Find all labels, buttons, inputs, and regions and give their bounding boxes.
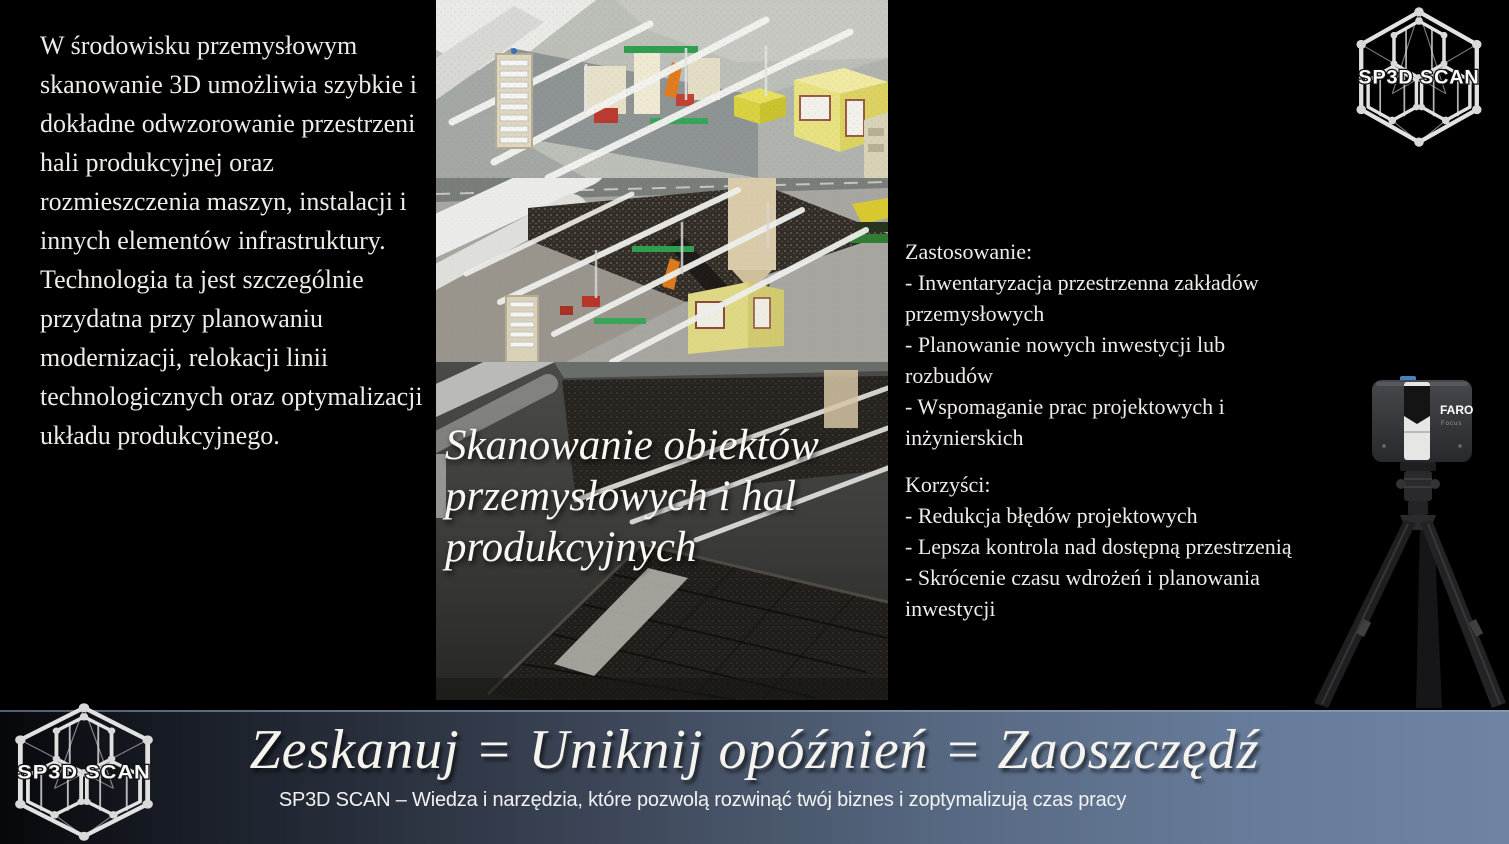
scanner-model-label: Focus (1441, 421, 1463, 427)
applications-item: - Inwentaryzacja przestrzenna zakładów przemysłowych (905, 270, 1259, 326)
logo-text: SP3D SCAN (17, 761, 151, 784)
hall-pointcloud-render-image (436, 178, 888, 362)
bottom-banner (0, 710, 1509, 844)
banner-headline: Zeskanuj = Uniknij opóźnień = Zaoszczędź (249, 719, 1260, 781)
section-title-line: Skanowanie obiektów (445, 422, 819, 469)
hall-cad-render-image (436, 0, 888, 178)
hex-lattice-logo-icon (1350, 6, 1488, 148)
faro-scanner-icon (1312, 372, 1509, 710)
intro-paragraph: W środowisku przemysłowym skanowanie 3D umożliwia szybkie i dokładne odwzorowanie przestrzeni hali produkcyjnej oraz rozmieszczenia maszyn, instalacji i innych elementów infrastruktury. Technologia ta jest szczególnie przydatna przy planowaniu modernizacji, relokacji linii technologicznych oraz optymalizacji układu produkcyjnego. (40, 31, 423, 450)
applications-heading: Zastosowanie: (905, 239, 1033, 264)
banner-tagline: SP3D SCAN – Wiedza i narzędzia, które pozwolą rozwinąć twój biznes i zoptymalizują czas pracy (278, 789, 1127, 811)
section-title-line: produkcyjnych (445, 524, 697, 571)
benefits-heading: Korzyści: (905, 472, 991, 497)
laser-scanner-image (1312, 372, 1509, 710)
applications-item: - Planowanie nowych inwestycji lub rozbudów (905, 332, 1226, 388)
benefits-item: - Lepsza kontrola nad dostępną przestrzenią (905, 534, 1292, 559)
sp3d-scan-logo-bottom (8, 702, 160, 842)
photo-column (436, 0, 888, 700)
logo-text: SP3D SCAN (1358, 66, 1480, 89)
applications-item: - Wspomaganie prac projektowych i inżynierskich (905, 394, 1225, 450)
benefits-item: - Redukcja błędów projektowych (905, 503, 1198, 528)
benefits-item: - Skrócenie czasu wdrożeń i planowania inwestycji (905, 565, 1260, 621)
info-lists (905, 236, 1307, 624)
scanner-brand-label: FARO (1440, 403, 1474, 417)
section-title (445, 420, 885, 573)
hex-lattice-logo-icon (8, 702, 160, 842)
sp3d-scan-logo (1350, 6, 1488, 148)
section-title-line: przemysłowych i hal (445, 473, 797, 520)
